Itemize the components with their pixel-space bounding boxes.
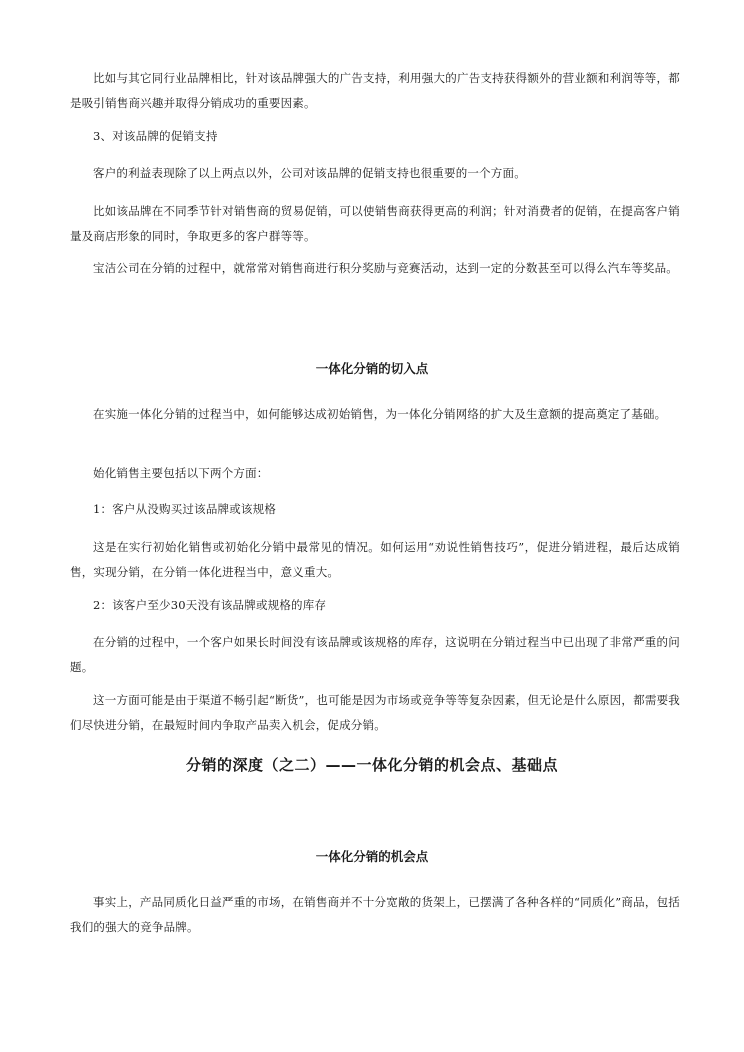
chapter-title-distribution-depth: 分销的深度（之二）——一体化分销的机会点、基础点 (185, 756, 558, 774)
paragraph-seasonal-promotion: 比如该品牌在不同季节针对销售商的贸易促销，可以使销售商获得更高的利润；针对消费者的促销，在提高客户销量及商店形象的同时，争取更多的客户群等等。 (70, 204, 680, 243)
paragraph-serious-problem: 在分销的过程中，一个客户如果长时间没有该品牌或该规格的库存，这说明在分销过程当中已出现了非常严重的问题。 (70, 635, 680, 674)
paragraph-initial-sales: 在实施一体化分销的过程当中，如何能够达成初始销售，为一体化分销网络的扩大及生意额的提高奠定了基础。 (93, 407, 667, 421)
paragraph-advertising-support: 比如与其它同行业品牌相比，针对该品牌强大的广告支持，利用强大的广告支持获得额外的营业额和利润等等，都是吸引销售商兴趣并取得分销成功的重要因素。 (70, 71, 680, 110)
paragraph-block-9 (70, 535, 680, 585)
paragraph-product-homogenization: 事实上，产品同质化日益严重的市场，在销售商并不十分宽敞的货架上，已摆满了各种各样的“同质化”商品，包括我们的强大的竞争品牌。 (70, 895, 680, 934)
section-heading-opportunity-point: 一体化分销的机会点 (315, 849, 429, 864)
paragraph-block-4 (70, 199, 680, 249)
paragraph-block-6 (70, 402, 680, 427)
paragraph-block-12 (70, 688, 680, 738)
list-item-never-purchased: 1：客户从没购买过该品牌或该规格 (93, 502, 277, 516)
list-item-promotion-support: 3、对该品牌的促销支持 (93, 129, 218, 143)
paragraph-two-aspects: 始化销售主要包括以下两个方面： (93, 466, 269, 480)
paragraph-pg-example: 宝洁公司在分销的过程中，就常常对销售商进行积分奖励与竞赛活动，达到一定的分数甚至可以得么汽车等奖品。 (93, 261, 678, 275)
paragraph-block-5 (70, 256, 680, 281)
paragraph-block-1 (70, 66, 680, 116)
paragraph-block-7 (70, 461, 680, 486)
paragraph-block-13 (70, 890, 680, 940)
paragraph-block-3 (70, 161, 680, 186)
list-item-no-stock-30-days: 2：该客户至少30天没有该品牌或规格的库存 (93, 598, 327, 612)
paragraph-persuasive-selling: 这是在实行初始化销售或初始化分销中最常见的情况。如何运用“劝说性销售技巧”，促进分销进程，最后达成销售，实现分销，在分销一体化进程当中，意义重大。 (70, 540, 680, 579)
paragraph-block-2 (70, 124, 680, 149)
paragraph-block-11 (70, 630, 680, 680)
section-heading-entry-point: 一体化分销的切入点 (315, 361, 429, 376)
paragraph-block-8 (70, 497, 680, 522)
paragraph-customer-benefit: 客户的利益表现除了以上两点以外，公司对该品牌的促销支持也很重要的一个方面。 (93, 166, 526, 180)
paragraph-out-of-stock-causes: 这一方面可能是由于渠道不畅引起“断货”，也可能是因为市场或竞争等等复杂因素，但无论是什么原因，都需要我们尽快进分销，在最短时间内争取产品卖入机会，促成分销。 (70, 693, 680, 732)
paragraph-block-10 (70, 593, 680, 618)
